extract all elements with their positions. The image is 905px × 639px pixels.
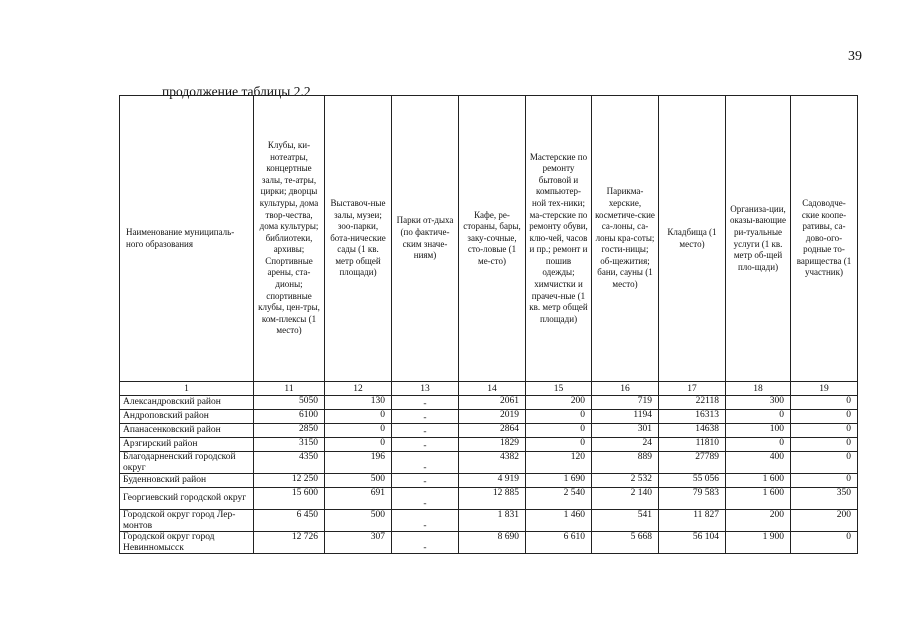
- value-cell: 400: [726, 452, 791, 474]
- value-cell: 0: [791, 474, 858, 488]
- value-cell: 4350: [254, 452, 325, 474]
- value-cell: 200: [791, 510, 858, 532]
- value-cell: -: [392, 532, 459, 554]
- value-cell: 0: [726, 438, 791, 452]
- value-cell: 12 250: [254, 474, 325, 488]
- column-number: 11: [254, 382, 325, 396]
- header-cell-15: Мастерские по ремонту бытовой и компьютер-ной тех-ники; ма-стерские по ремонту обуви, клю-чей, часов и пр.; ремонт и пошив одежды; химчистки и прачеч-ные (1 кв. метр общей площади): [526, 96, 592, 382]
- value-cell: 1 600: [726, 488, 791, 510]
- value-cell: -: [392, 488, 459, 510]
- table-caption: продолжение таблицы 2.2: [162, 84, 311, 99]
- header-cell-12: Выставоч-ные залы, музеи; зоо-парки, бота-нические сады (1 кв. метр общей площади): [325, 96, 392, 382]
- value-cell: 1829: [459, 438, 526, 452]
- table-row: [120, 532, 858, 554]
- value-cell: 196: [325, 452, 392, 474]
- column-number: 17: [659, 382, 726, 396]
- value-cell: 3150: [254, 438, 325, 452]
- row-name-cell: Арзгирский район: [120, 438, 254, 452]
- value-cell: -: [392, 474, 459, 488]
- column-number: 19: [791, 382, 858, 396]
- table-row: [120, 438, 858, 452]
- value-cell: 24: [592, 438, 659, 452]
- column-number: 14: [459, 382, 526, 396]
- value-cell: 541: [592, 510, 659, 532]
- value-cell: 0: [325, 410, 392, 424]
- value-cell: 6 450: [254, 510, 325, 532]
- value-cell: 500: [325, 510, 392, 532]
- header-cell-16: Парикма-херские, косметиче-ские са-лоны, са-лоны кра-соты; гости-ницы; об-щежития; бани, сауны (1 место): [592, 96, 659, 382]
- table-row: [120, 510, 858, 532]
- value-cell: 100: [726, 424, 791, 438]
- value-cell: -: [392, 510, 459, 532]
- row-name-cell: Андроповский район: [120, 410, 254, 424]
- value-cell: 200: [526, 396, 592, 410]
- value-cell: -: [392, 396, 459, 410]
- table-row: [120, 396, 858, 410]
- value-cell: 1 831: [459, 510, 526, 532]
- value-cell: 8 690: [459, 532, 526, 554]
- value-cell: 719: [592, 396, 659, 410]
- column-number: 13: [392, 382, 459, 396]
- row-name-cell: Городской округ город Невинномысск: [120, 532, 254, 554]
- table-row: [120, 410, 858, 424]
- row-name-cell: Буденновский район: [120, 474, 254, 488]
- value-cell: 0: [325, 438, 392, 452]
- column-number: 15: [526, 382, 592, 396]
- column-number: 12: [325, 382, 392, 396]
- value-cell: 55 056: [659, 474, 726, 488]
- value-cell: 0: [791, 438, 858, 452]
- value-cell: 0: [791, 410, 858, 424]
- value-cell: -: [392, 424, 459, 438]
- value-cell: 0: [726, 410, 791, 424]
- value-cell: 0: [791, 396, 858, 410]
- table-row: [120, 452, 858, 474]
- value-cell: 889: [592, 452, 659, 474]
- row-name-cell: Благодарненский городской округ: [120, 452, 254, 474]
- header-cell-17: Кладбища (1 место): [659, 96, 726, 382]
- value-cell: 1194: [592, 410, 659, 424]
- value-cell: 12 726: [254, 532, 325, 554]
- page-number: 39: [848, 49, 862, 64]
- value-cell: -: [392, 410, 459, 424]
- data-table: [119, 95, 858, 554]
- value-cell: 2061: [459, 396, 526, 410]
- value-cell: 1 460: [526, 510, 592, 532]
- value-cell: 301: [592, 424, 659, 438]
- value-cell: 0: [526, 410, 592, 424]
- value-cell: 27789: [659, 452, 726, 474]
- value-cell: 307: [325, 532, 392, 554]
- value-cell: 4 919: [459, 474, 526, 488]
- value-cell: 0: [526, 424, 592, 438]
- value-cell: 16313: [659, 410, 726, 424]
- value-cell: 0: [791, 452, 858, 474]
- value-cell: 56 104: [659, 532, 726, 554]
- value-cell: 11 827: [659, 510, 726, 532]
- column-number-row: [120, 382, 858, 396]
- value-cell: 200: [726, 510, 791, 532]
- value-cell: 15 600: [254, 488, 325, 510]
- header-row: [120, 96, 858, 382]
- header-cell-11: Клубы, ки-нотеатры, концертные залы, те-атры, цирки; дворцы культуры, дома твор-чества, дома культуры; библиотеки, архивы; Спортивные арены, ста-дионы; спортивные клубы, цен-тры, ком-плексы (1 место): [254, 96, 325, 382]
- column-number: 18: [726, 382, 791, 396]
- table-body: [120, 396, 858, 554]
- value-cell: 2 140: [592, 488, 659, 510]
- value-cell: 350: [791, 488, 858, 510]
- column-number: 16: [592, 382, 659, 396]
- value-cell: 500: [325, 474, 392, 488]
- value-cell: 14638: [659, 424, 726, 438]
- row-name-cell: Апанасенковский район: [120, 424, 254, 438]
- row-name-cell: Георгиевский городской округ: [120, 488, 254, 510]
- value-cell: 1 600: [726, 474, 791, 488]
- value-cell: 4382: [459, 452, 526, 474]
- value-cell: 2864: [459, 424, 526, 438]
- value-cell: 6100: [254, 410, 325, 424]
- value-cell: 12 885: [459, 488, 526, 510]
- value-cell: 120: [526, 452, 592, 474]
- table-row: [120, 474, 858, 488]
- value-cell: 2850: [254, 424, 325, 438]
- value-cell: -: [392, 438, 459, 452]
- row-name-cell: Городской округ город Лер-монтов: [120, 510, 254, 532]
- value-cell: 2 540: [526, 488, 592, 510]
- header-cell-19: Садоводче-ские коопе-ративы, са-дово-ого-родные то-варищества (1 участник): [791, 96, 858, 382]
- value-cell: 0: [791, 424, 858, 438]
- value-cell: 130: [325, 396, 392, 410]
- value-cell: 5 668: [592, 532, 659, 554]
- value-cell: 0: [325, 424, 392, 438]
- value-cell: 300: [726, 396, 791, 410]
- value-cell: -: [392, 452, 459, 474]
- value-cell: 691: [325, 488, 392, 510]
- value-cell: 0: [791, 532, 858, 554]
- header-cell-13: Парки от-дыха (по фактиче-ским значе-ниям): [392, 96, 459, 382]
- value-cell: 6 610: [526, 532, 592, 554]
- value-cell: 79 583: [659, 488, 726, 510]
- header-cell-18: Организа-ции, оказы-вающие ри-туальные услуги (1 кв. метр об-щей пло-щади): [726, 96, 791, 382]
- header-cell-name: Наименование муниципаль-ного образования: [120, 96, 254, 382]
- value-cell: 2 532: [592, 474, 659, 488]
- table-row: [120, 424, 858, 438]
- value-cell: 2019: [459, 410, 526, 424]
- header-cell-14: Кафе, ре-стораны, бары, заку-сочные, сто-ловые (1 ме-сто): [459, 96, 526, 382]
- value-cell: 11810: [659, 438, 726, 452]
- value-cell: 5050: [254, 396, 325, 410]
- column-number: 1: [120, 382, 254, 396]
- row-name-cell: Александровский район: [120, 396, 254, 410]
- value-cell: 1 690: [526, 474, 592, 488]
- value-cell: 0: [526, 438, 592, 452]
- value-cell: 1 900: [726, 532, 791, 554]
- value-cell: 22118: [659, 396, 726, 410]
- table-row: [120, 488, 858, 510]
